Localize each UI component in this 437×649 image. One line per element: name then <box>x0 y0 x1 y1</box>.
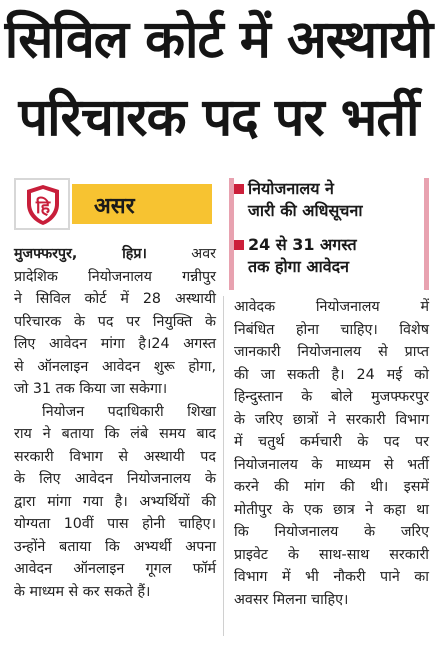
article-line: जानकारी नियोजनालय से प्राप्त <box>234 344 429 360</box>
article-line: ने सिविल कोर्ट में 28 अस्थायी <box>14 291 216 307</box>
article-line: के लिए आवेदन नियोजनालय के <box>14 471 216 487</box>
article-line: नियोजन पदाधिकारी शिखा <box>42 403 216 420</box>
dateline: मुजफ्फरपुर, हिप्र। <box>14 246 147 262</box>
article-line: योग्यता 10वीं पास होनी चाहिए। <box>14 516 216 532</box>
article-line: आवेदन ऑनलाइन गूगल फॉर्म <box>14 561 216 577</box>
article-line: नियोजनालय के माध्यम से भर्ती <box>234 456 429 473</box>
article-line: निबंधित होना चाहिए। विशेष <box>234 321 429 338</box>
column-divider <box>223 296 224 636</box>
highlight-item-1 <box>248 178 363 222</box>
article-line: के माध्यम से कर सकते हैं। <box>14 583 151 600</box>
article-line: प्रादेशिक नियोजनालय गन्नीपुर <box>14 268 216 285</box>
asar-label-box <box>72 184 212 224</box>
hindustan-logo <box>14 178 70 230</box>
article-line: मोतीपुर के एक छात्र ने कहा था <box>234 501 429 518</box>
asar-badge <box>14 178 214 230</box>
article-line: उन्होंने बताया कि अभ्यर्थी अपना <box>14 538 216 555</box>
article-line: सरकारी विभाग से अस्थायी पद <box>14 448 216 465</box>
logo-glyph: हि <box>35 197 51 218</box>
article-line: करने की मांग की थी। इसमें <box>234 479 429 495</box>
headline-line-1: सिविल कोर्ट में अस्थायी <box>4 10 433 70</box>
article-line: आवेदक नियोजनालय में <box>234 299 429 315</box>
article-line: प्राइवेट के साथ-साथ सरकारी <box>234 546 429 563</box>
article-line <box>14 243 216 266</box>
article-line: कि नियोजनालय के जरिए <box>234 524 429 540</box>
article-left-column <box>14 243 216 603</box>
asar-label: असर <box>94 194 135 219</box>
article-line: के जरिए छात्रों ने सरकारी विभाग <box>234 411 429 428</box>
highlight-2-line-2: तक होगा आवेदन <box>248 257 349 276</box>
article-line: राय ने बताया कि लंबे समय बाद <box>14 426 216 442</box>
highlight-1-line-1: नियोजनालय ने <box>248 179 334 198</box>
article-line: विभाग में भी नौकरी पाने का <box>234 569 429 585</box>
headline-line-2: परिचारक पद पर भर्ती <box>18 88 419 148</box>
highlight-1-line-2: जारी की अधिसूचना <box>248 201 363 220</box>
article-right-column <box>234 296 429 611</box>
article-line: से ऑनलाइन आवेदन शुरू होगा, <box>14 358 216 375</box>
bullet-square-icon <box>234 240 244 250</box>
article-line: अवसर मिलना चाहिए। <box>234 591 349 608</box>
article-line: की जा सकती है। 24 मई को <box>234 366 429 383</box>
shield-logo-icon <box>24 184 62 226</box>
article-line-text: अवर <box>191 246 216 262</box>
article-line: हिन्दुस्तान के बोले मुजफ्फरपुर <box>234 389 429 405</box>
highlight-box <box>229 178 429 290</box>
article-line: जो 31 तक किया जा सकेगा। <box>14 381 168 397</box>
article-line: में चतुर्थ कर्मचारी के पद पर <box>234 434 429 450</box>
highlight-2-line-1: 24 से 31 अगस्त <box>248 235 357 254</box>
article-line: परिचारक के पद पर नियुक्ति के <box>14 313 216 330</box>
highlight-item-2 <box>248 234 357 278</box>
article-line: द्वारा मांगा गया है। अभ्यर्थियों की <box>14 493 216 510</box>
article-line: लिए आवेदन मांगा है।24 अगस्त <box>14 336 216 352</box>
bullet-square-icon <box>234 184 244 194</box>
